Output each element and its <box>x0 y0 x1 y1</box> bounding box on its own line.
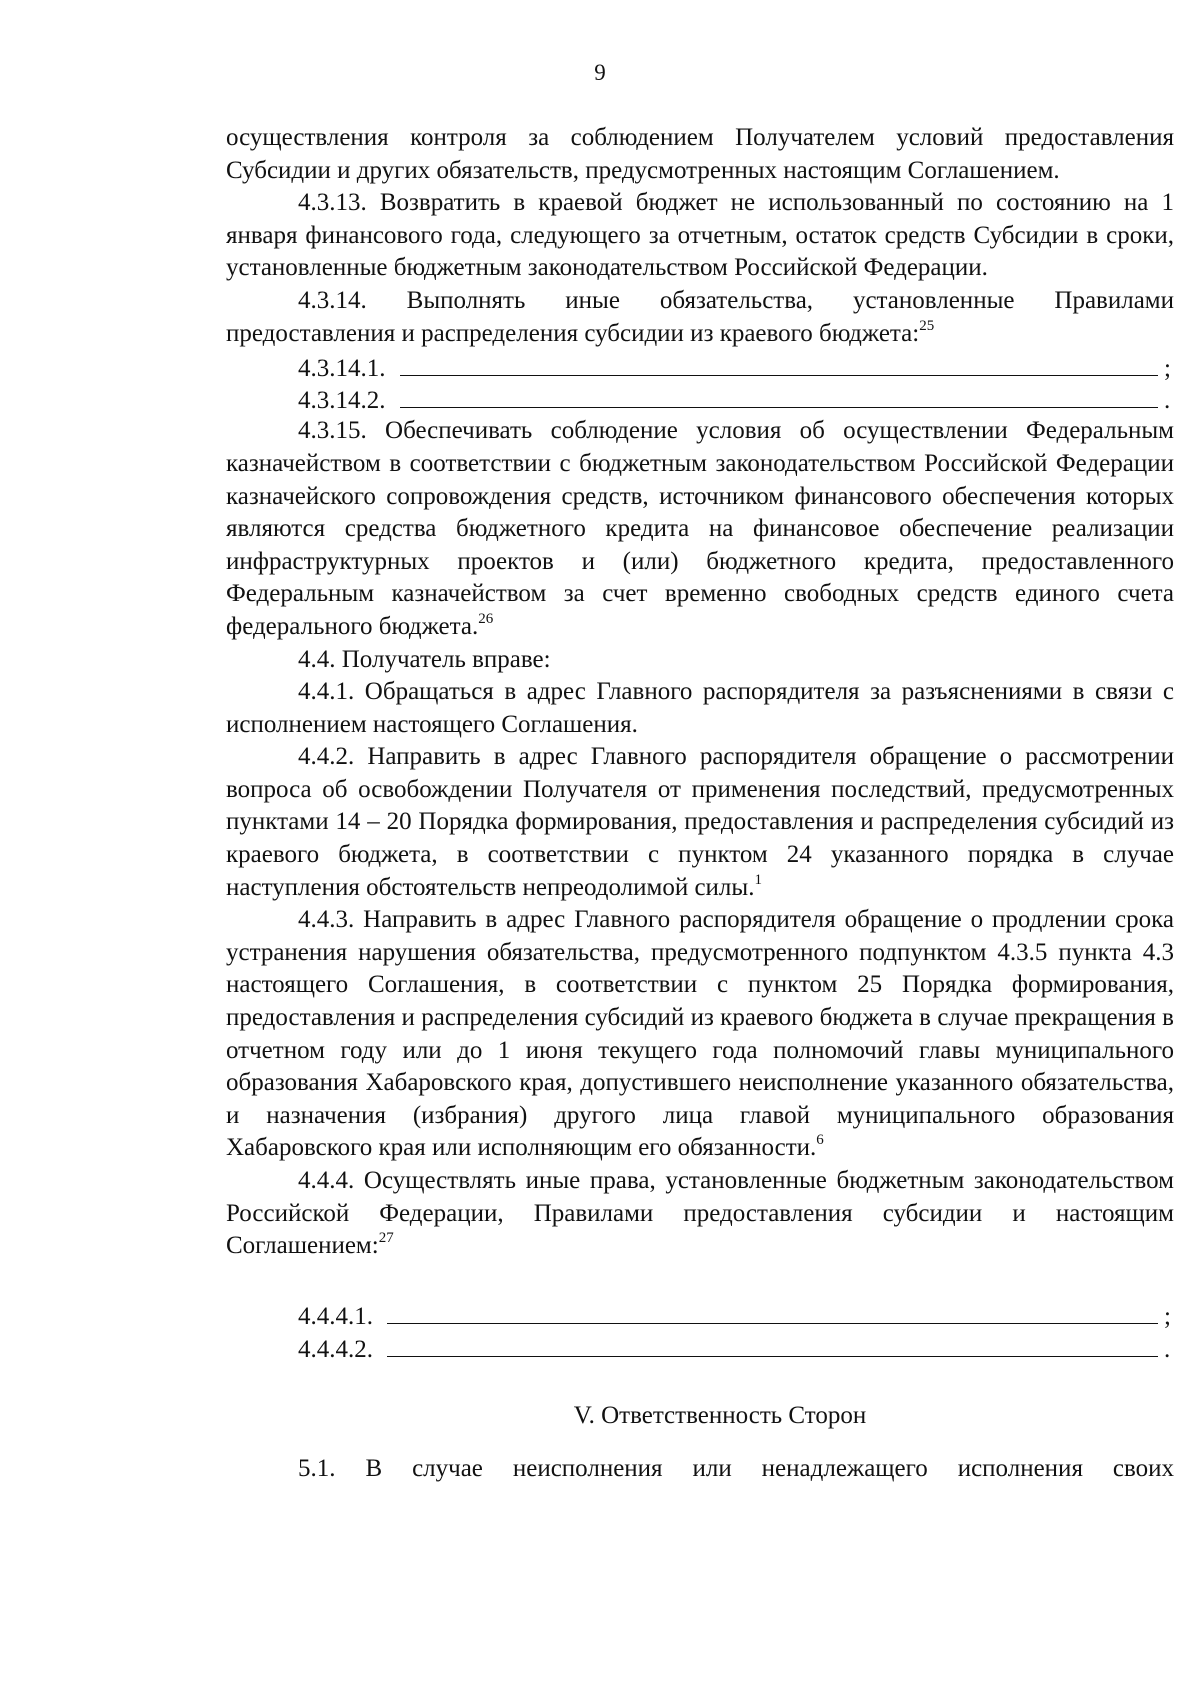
blank-field-4-3-14-2 <box>226 383 1174 416</box>
footnote-ref: 26 <box>478 610 494 627</box>
blank-underline <box>387 1355 1158 1357</box>
document-body <box>226 122 1174 1485</box>
blank-number: 4.4.4.1. <box>298 1303 373 1331</box>
paragraph-4-3-14: 4.3.14. Выполнять иные обязательства, установленные Правилами предоставления и распределения субсидии из краевого бюджета:$^{25}$ <box>226 286 1174 347</box>
blank-end-mark: . <box>1164 387 1171 415</box>
paragraph-4-4-1: 4.4.1. Обращаться в адрес Главного распорядителя за разъяснениями в связи с исполнением настоящего Соглашения. <box>226 678 1174 738</box>
blank-field-4-4-4-2 <box>226 1331 1174 1364</box>
blank-number: 4.3.14.2. <box>298 387 386 415</box>
blank-end-mark: . <box>1164 1335 1171 1363</box>
blank-underline <box>387 1322 1158 1324</box>
footnote-ref: 6 <box>816 1132 824 1149</box>
blank-number: 4.4.4.2. <box>298 1335 373 1363</box>
section-title: V. Ответственность Сторон <box>573 1401 867 1429</box>
blank-end-mark: ; <box>1164 354 1171 382</box>
paragraph-4-4-4: 4.4.4. Осуществлять иные права, установленные бюджетным законодательством Российской Федерации, Правилами предоставления субсидии и настоящим Соглашением:$^{27}$ <box>226 1167 1174 1260</box>
footnote-ref: 25 <box>919 317 935 334</box>
footnote-ref: 27 <box>378 1230 394 1247</box>
spacer <box>226 1364 1174 1400</box>
paragraph-5-1: 5.1. В случае неисполнения или ненадлежащего исполнения своих <box>298 1454 1174 1482</box>
spacer <box>226 1263 1174 1299</box>
paragraph-continuation: осуществления контроля за соблюдением Получателем условий предоставления Субсидии и других обязательств, предусмотренных настоящим Соглашением. <box>226 124 1174 184</box>
footnote-ref: 1 <box>754 871 762 888</box>
blank-field-4-4-4-1 <box>226 1299 1174 1332</box>
blank-underline <box>400 406 1159 408</box>
blank-underline <box>400 374 1159 376</box>
paragraph-4-4-3: 4.4.3. Направить в адрес Главного распорядителя обращение о продлении срока устранения нарушения обязательства, предусмотренного подпунктом 4.3.5 пункта 4.3 настоящего Соглашения, в соответствии с пунктом 25 Порядка формирования, предоставления и распределения субсидий из краевого бюджета в случае прекращения в отчетном году или до 1 июня текущего года полномочий главы муниципального образования Хабаровского края, допустившего неисполнение указанного обязательства, и назначения (избрания) другого лица главой муниципального образования Хабаровского края или исполняющим его обязанности.$^6$ <box>226 906 1174 1162</box>
paragraph-4-3-15: 4.3.15. Обеспечивать соблюдение условия об осуществлении Федеральным казначейством в соответствии с бюджетным законодательством Российской Федерации казначейского сопровождения средств, источником финансового обеспечения которых являются средства бюджетного кредита на финансовое обеспечение реализации инфраструктурных проектов и (или) бюджетного кредита, предоставленного Федеральным казначейством за счет временно свободных средств единого счета федерального бюджета.$^{26}$ <box>226 417 1174 640</box>
page-number: 9 <box>594 60 606 85</box>
paragraph-4-4: 4.4. Получатель вправе: <box>298 645 551 673</box>
spacer <box>226 1433 1174 1453</box>
blank-field-4-3-14-1 <box>226 350 1174 383</box>
paragraph-4-3-13: 4.3.13. Возвратить в краевой бюджет не использованный по состоянию на 1 января финансового года, следующего за отчетным, остаток средств Субсидии в сроки, установленные бюджетным законодательством Российской Федерации. <box>226 189 1174 282</box>
blank-number: 4.3.14.1. <box>298 354 386 382</box>
blank-end-mark: ; <box>1164 1303 1171 1331</box>
paragraph-4-4-2: 4.4.2. Направить в адрес Главного распорядителя обращение о рассмотрении вопроса об освобождении Получателя от применения последствий, предусмотренных пунктами 14 – 20 Порядка формирования, предоставления и распределения субсидий из краевого бюджета, в соответствии с пунктом 24 указанного порядка в случае наступления обстоятельств непреодолимой силы.$^1$ <box>226 743 1174 901</box>
